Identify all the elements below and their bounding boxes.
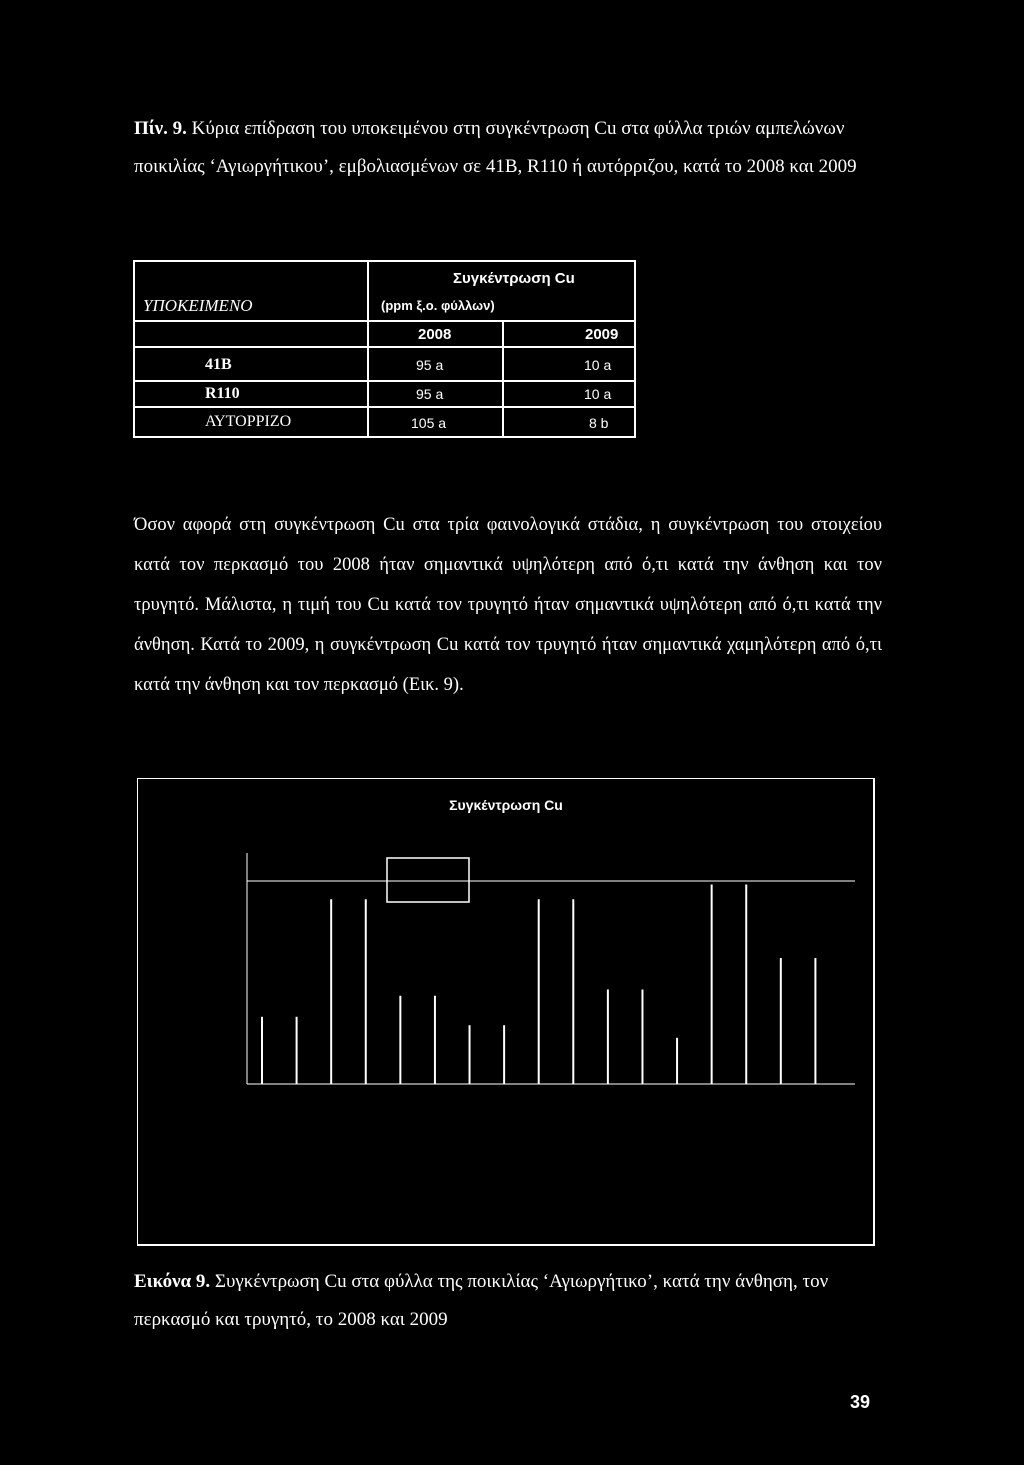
cu-chart	[137, 778, 875, 1246]
figure-caption-text: Συγκέντρωση Cu στα φύλλα της ποικιλίας ‘Αγιωργήτικο’, κατά την άνθηση, τον περκασμό και τρυγητό, το 2008 και 2009	[134, 1271, 829, 1330]
page-number: 39	[850, 1392, 871, 1412]
cu-chart-svg	[137, 778, 875, 1246]
cu-table	[133, 260, 636, 438]
cell-r110-2008: 95 a	[416, 386, 444, 402]
legend-box	[387, 858, 469, 902]
table-caption-label: Πίν. 9.	[134, 118, 187, 139]
cell-41b-2008: 95 a	[416, 357, 444, 373]
cell-own-rooted-2008: 105 a	[411, 415, 447, 431]
group-header-units: (ppm ξ.ο. φύλλων)	[381, 298, 495, 313]
figure-caption	[134, 1263, 894, 1339]
plot-area	[247, 853, 855, 1084]
row-label-own-rooted: ΑΥΤΟΡΡΙΖΟ	[205, 413, 292, 430]
figure-caption-label: Εικόνα 9.	[134, 1271, 211, 1292]
cell-r110-2009: 10 a	[584, 386, 612, 402]
row-label-41b: 41B	[205, 356, 232, 373]
chart-title: Συγκέντρωση Cu	[449, 797, 563, 813]
year-2009-header: 2009	[585, 326, 619, 343]
table-caption-text: Κύρια επίδραση του υποκειμένου στη συγκέντρωση Cu στα φύλλα τριών αμπελώνων ποικιλίας ‘Αγιωργήτικου’, εμβολιασμένων σε 41Β, R110 ή αυτόρριζου, κατά το 2008 και 2009	[134, 118, 857, 177]
cell-own-rooted-2009: 8 b	[589, 415, 609, 431]
year-2008-header: 2008	[418, 326, 452, 343]
cell-41b-2009: 10 a	[584, 357, 612, 373]
group-header-concentration: Συγκέντρωση Cu	[453, 270, 575, 287]
table-caption	[134, 110, 894, 186]
column-header-subject: ΥΠΟΚΕΙΜΕΝΟ	[143, 296, 253, 315]
row-label-r110: R110	[205, 385, 240, 402]
body-paragraph: Όσον αφορά στη συγκέντρωση Cu στα τρία φαινολογικά στάδια, η συγκέντρωση του στοιχείου κατά τον περκασμό του 2008 ήταν σημαντικά υψηλότερη από ό,τι κατά την άνθηση και τον τρυγητό. Μάλιστα, η τιμή του Cu κατά τον τρυγητό ήταν σημαντικά υψηλότερη από ό,τι κατά την άνθηση. Κατά το 2009, η συγκέντρωση Cu κατά τον τρυγητό ήταν σημαντικά χαμηλότερη από ό,τι κατά την άνθηση και τον περκασμό (Εικ. 9).	[134, 515, 882, 695]
